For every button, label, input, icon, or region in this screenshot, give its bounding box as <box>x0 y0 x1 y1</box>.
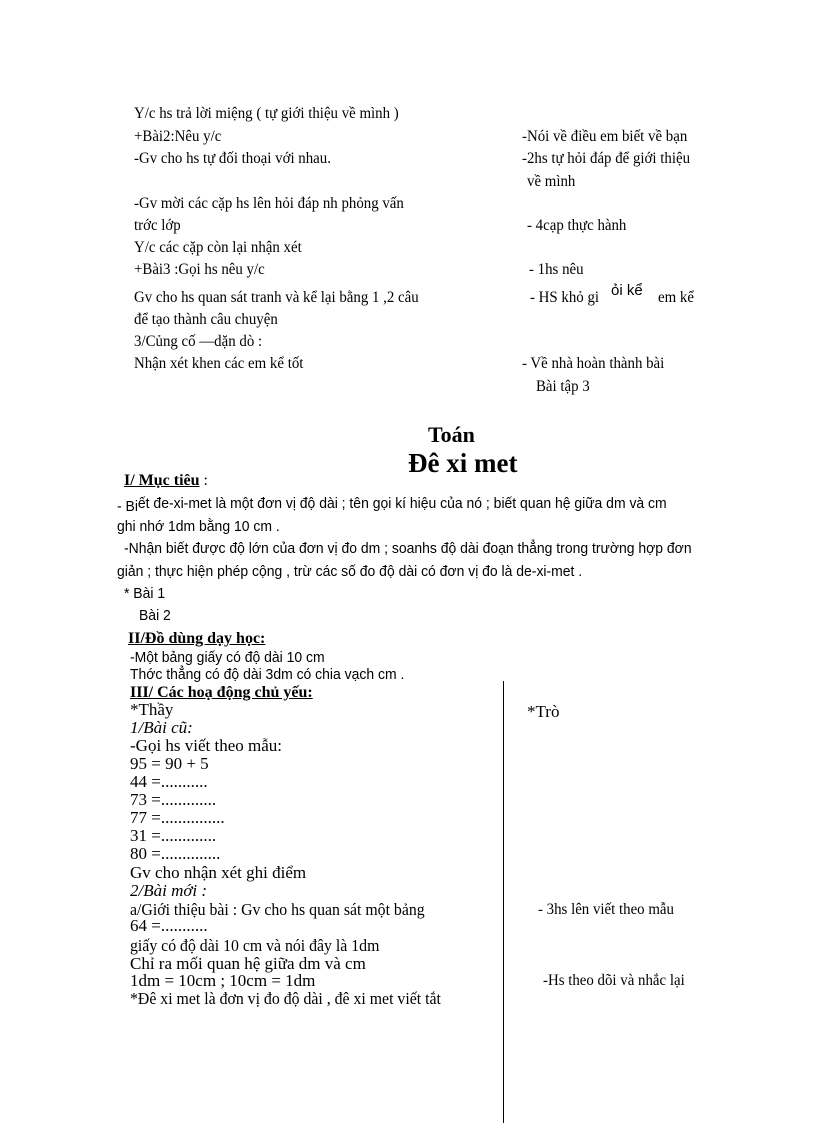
materials-line-1: -Một bảng giấy có độ dài 10 cm <box>130 649 325 666</box>
materials-heading: II/Đồ dùng dạy học: <box>128 630 266 647</box>
column-divider <box>503 681 504 1123</box>
student-response-2: -Hs theo dõi và nhắc lại <box>543 972 685 989</box>
top-right-line-3: về mình <box>527 173 576 190</box>
top-right-line-1: -Nói về điều em biết về bạn <box>522 128 688 145</box>
exercise-row: 77 =............... <box>130 808 225 827</box>
top-right-line-6c: em kể <box>658 289 694 306</box>
top-right-line-8: Bài tập 3 <box>536 378 590 395</box>
objectives-line-2: ghi nhớ 1dm bằng 10 cm . <box>117 518 280 535</box>
objectives-line-4: giản ; thực hiện phép cộng , trừ các số đo độ dài có đơn vị đo là de-xi-met . <box>117 563 583 580</box>
top-right-line-4: - 4cạp thực hành <box>527 217 627 234</box>
definition-line: *Đê xi met là đơn vị đo độ dài , đê xi met viết tắt <box>130 989 441 1008</box>
equation-line: 1dm = 10cm ; 10cm = 1dm <box>130 971 316 990</box>
objectives-heading: I/ Mục tiêu <box>124 472 200 489</box>
objectives-heading-row <box>124 472 208 490</box>
exercise-row: 44 =........... <box>130 772 208 791</box>
old-lesson-heading: 1/Bài cũ: <box>130 718 193 737</box>
exercise-row: 31 =............. <box>130 826 217 845</box>
top-left-line-3: -Gv cho hs tự đối thoại với nhau. <box>134 150 331 167</box>
objectives-heading-suffix: : <box>199 472 208 489</box>
top-left-line-5: trớc lớp <box>134 217 181 234</box>
top-left-line-1: Y/c hs trả lời miệng ( tự giới thiệu về mình ) <box>134 105 399 122</box>
call-line: -Gọi hs viết theo mẫu: <box>130 736 283 755</box>
intro-line: a/Giới thiệu bài : Gv cho hs quan sát một bảng <box>130 900 425 919</box>
lesson-title: Đê xi met <box>408 448 518 478</box>
top-left-line-7: +Bài3 :Gọi hs nêu y/c <box>134 261 265 278</box>
top-right-line-6a: - HS khỏ gi <box>530 289 600 306</box>
exercise-row-64: 64 =........... <box>130 916 208 935</box>
new-lesson-heading: 2/Bài mới : <box>130 881 208 900</box>
paper-line: giấy có độ dài 10 cm và nói đây là 1dm <box>130 936 380 955</box>
top-right-line-6b: ỏi kể <box>611 282 643 299</box>
activities-heading: III/ Các hoạ động chủ yếu: <box>130 684 313 701</box>
top-left-line-6: Y/c các cặp còn lại nhận xét <box>134 239 302 256</box>
example-line: 95 = 90 + 5 <box>130 754 209 773</box>
top-left-line-8: Gv cho hs quan sát tranh và kể lại bằng 1 ,2 câu <box>134 289 419 306</box>
materials-line-2: Thớc thẳng có độ dài 3dm có chia vạch cm . <box>130 666 405 683</box>
top-right-line-2: -2hs tự hỏi đáp để giới thiệu <box>522 150 691 167</box>
objectives-line-1-rest: ết đe-xi-met là một đơn vị độ dài ; tên gọi kí hiệu của nó ; biết quan hệ giữa dm và cm <box>137 495 667 512</box>
exercise-row: 73 =............. <box>130 790 217 809</box>
top-left-line-2: +Bài2:Nêu y/c <box>134 128 222 145</box>
objectives-line-1 <box>117 495 667 513</box>
objectives-item-1: * Bài 1 <box>124 585 166 602</box>
subject-title: Toán <box>428 422 475 447</box>
objectives-line-1-prefix: - Bi <box>117 498 138 515</box>
review-line: Gv cho nhận xét ghi điểm <box>130 863 307 882</box>
top-right-line-7: - Về nhà hoàn thành bài <box>522 355 665 372</box>
objectives-item-2: Bài 2 <box>139 607 171 624</box>
top-right-line-5: - 1hs nêu <box>529 261 584 278</box>
top-left-line-10: 3/Củng cố —dặn dò : <box>134 333 263 350</box>
top-left-line-11: Nhận xét khen các em kể tốt <box>134 355 304 372</box>
top-left-line-9: để tạo thành câu chuyện <box>134 311 278 328</box>
teacher-label: *Thầy <box>130 700 174 719</box>
student-response-1: - 3hs lên viết theo mẫu <box>538 901 674 918</box>
relation-line: Chỉ ra mối quan hệ giữa dm và cm <box>130 954 366 973</box>
student-label: *Trò <box>527 702 560 721</box>
objectives-line-3: -Nhận biết được độ lớn của đơn vị đo dm ; soanhs độ dài đoạn thẳng trong trường hợp đơn <box>124 540 692 557</box>
exercise-row: 80 =.............. <box>130 844 221 863</box>
top-left-line-4: -Gv mời các cặp hs lên hỏi đáp nh phỏng vấn <box>134 195 404 212</box>
